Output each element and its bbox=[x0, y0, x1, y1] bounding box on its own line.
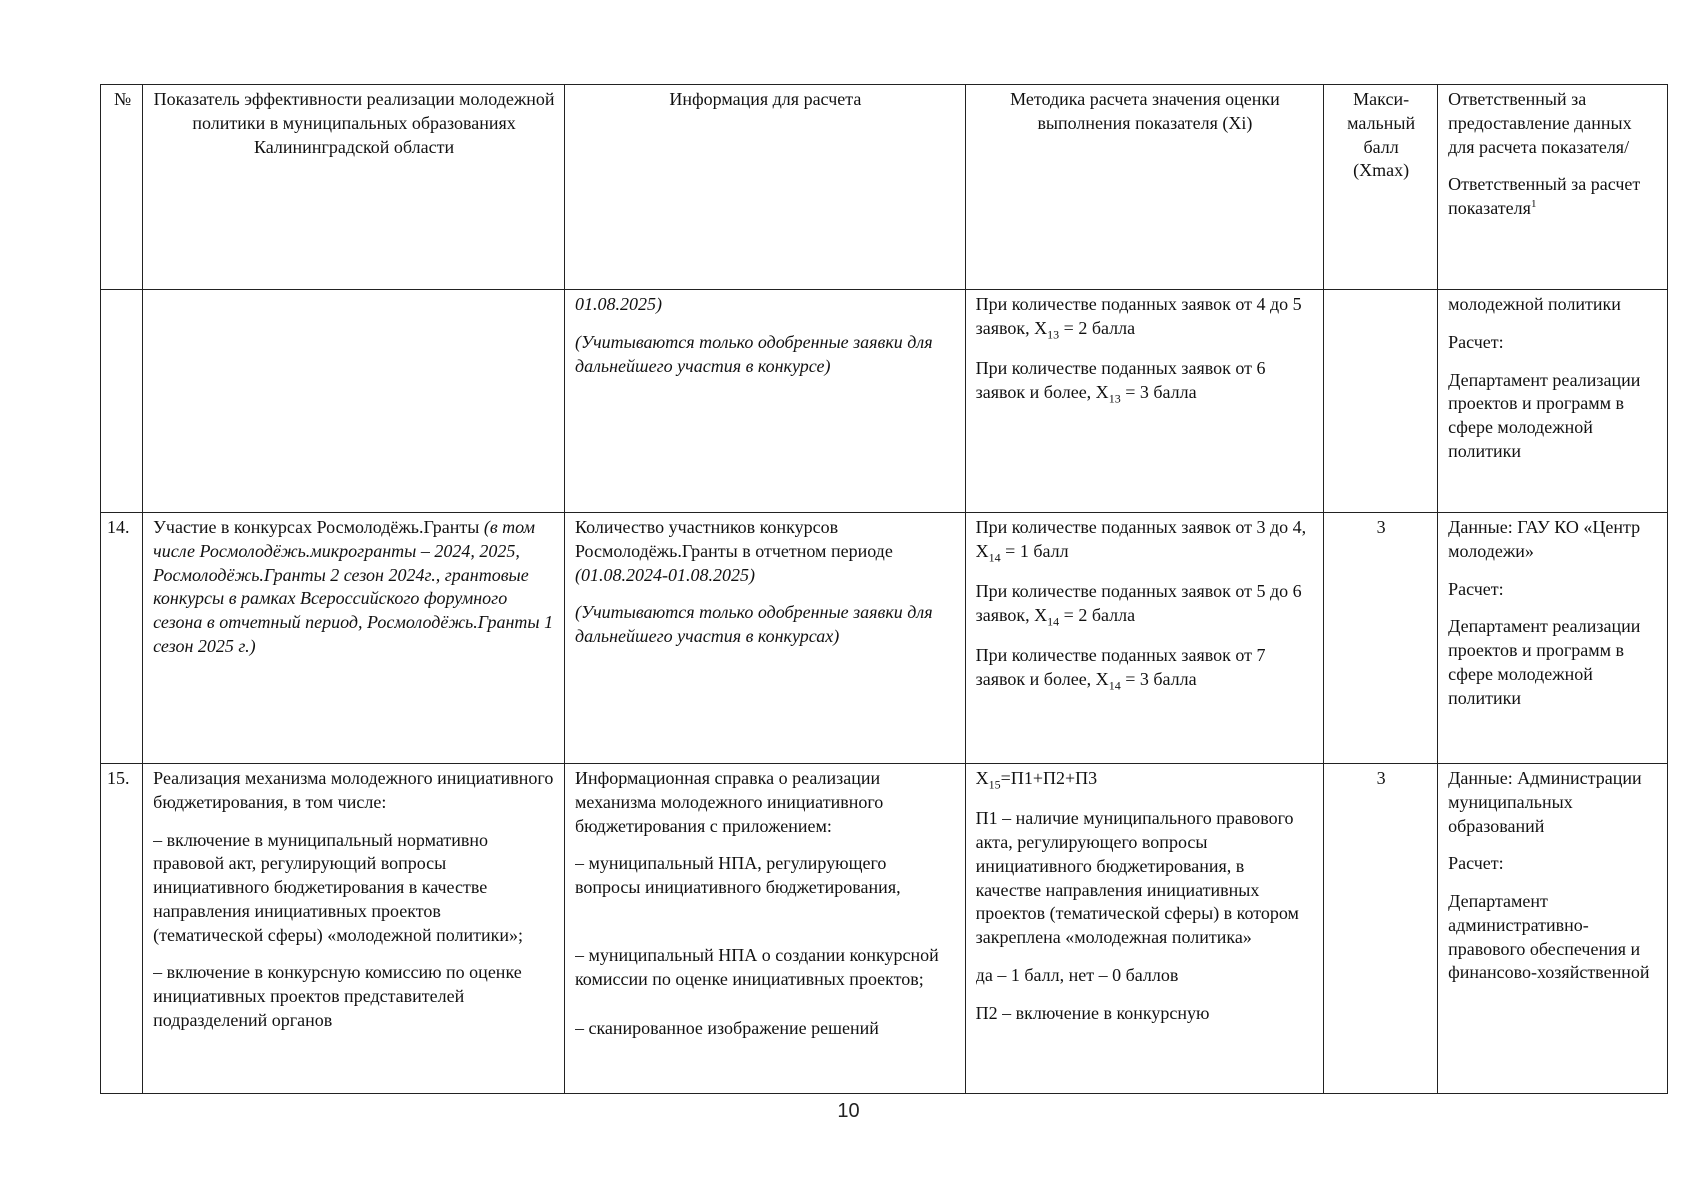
max-score-cell: 3 bbox=[1324, 764, 1438, 1094]
header-method: Методика расчета значения оценки выполнения показателя (Xi) bbox=[965, 85, 1324, 290]
max-score-cell: 3 bbox=[1324, 513, 1438, 764]
responsible-cell: Данные: ГАУ КО «Центр молодежи» Расчет: Департамент реализации проектов и программ в сфере молодежной политики bbox=[1438, 513, 1668, 764]
header-max-score: Макси- мальный балл (Xmax) bbox=[1324, 85, 1438, 290]
table-row bbox=[101, 513, 1668, 764]
header-responsible: Ответственный за предоставление данных для расчета показателя/ Ответственный за расчет показателя$^1$ bbox=[1438, 85, 1668, 290]
responsible-cell: Данные: Администрации муниципальных образований Расчет: Департамент административно-правового обеспечения и финансово-хозяйственной bbox=[1438, 764, 1668, 1094]
method-cell: При количестве поданных заявок от 4 до 5 заявок, $X_{13} = 2$ балла При количестве поданных заявок от 6 заявок и более, $X_{13} = 3$ балла bbox=[965, 290, 1324, 513]
footnote-mark: 1 bbox=[1530, 198, 1537, 210]
info-cell: Количество участников конкурсов Росмолодёжь.Гранты в отчетном периоде (01.08.2024-01.08.2025) (Учитываются только одобренные заявки для дальнейшего участия в конкурсах) bbox=[564, 513, 965, 764]
header-indicator: Показатель эффективности реализации молодежной политики в муниципальных образованиях Калининградской области bbox=[143, 85, 565, 290]
table-header-row bbox=[101, 85, 1668, 290]
header-info: Информация для расчета bbox=[564, 85, 965, 290]
responsible-cell: молодежной политики Расчет: Департамент реализации проектов и программ в сфере молодежной политики bbox=[1438, 290, 1668, 513]
method-cell: $X_{15}=П1+П2+П3$ П1 – наличие муниципального правового акта, регулирующего вопросы инициативного бюджетирования, в качестве направления инициативных проектов (тематической сферы) в котором закреплена «молодежная политика» да – 1 балл, нет – 0 баллов П2 – включение в конкурсную bbox=[965, 764, 1324, 1094]
table-row bbox=[101, 290, 1668, 513]
row-number: 14. bbox=[101, 513, 143, 764]
indicator-cell: Участие в конкурсах Росмолодёжь.Гранты (в том числе Росмолодёжь.микрогранты – 2024, 2025, Росмолодёжь.Гранты 2 сезон 2024г., грантовые конкурсы в рамках Всероссийского форумного сезона в отчетный период, Росмолодёжь.Гранты 1 сезон 2025 г.) bbox=[143, 513, 565, 764]
evaluation-table bbox=[100, 84, 1668, 1094]
info-cell: Информационная справка о реализации механизма молодежного инициативного бюджетирования с приложением: – муниципальный НПА, регулирующего вопросы инициативного бюджетирования, – муниципальный НПА о создании конкурсной комиссии по оценке инициативных проектов; – сканированное изображение решений bbox=[564, 764, 965, 1094]
method-cell: При количестве поданных заявок от 3 до 4, $X_{14} = 1$ балл При количестве поданных заявок от 5 до 6 заявок, $X_{14} = 2$ балла При количестве поданных заявок от 7 заявок и более, $X_{14} = 3$ балла bbox=[965, 513, 1324, 764]
header-number: № bbox=[101, 85, 143, 290]
info-cell: 01.08.2025) (Учитываются только одобренные заявки для дальнейшего участия в конкурсе) bbox=[564, 290, 965, 513]
indicator-cell: Реализация механизма молодежного инициативного бюджетирования, в том числе: – включение в муниципальный нормативно правовой акт, регулирующий вопросы инициативного бюджетирования в качестве направления инициативных проектов (тематической сферы) «молодежной политики»; – включение в конкурсную комиссию по оценке инициативных проектов представителей подразделений органов bbox=[143, 764, 565, 1094]
row-number: 15. bbox=[101, 764, 143, 1094]
page-number: 10 bbox=[837, 1100, 860, 1122]
table-row bbox=[101, 764, 1668, 1094]
